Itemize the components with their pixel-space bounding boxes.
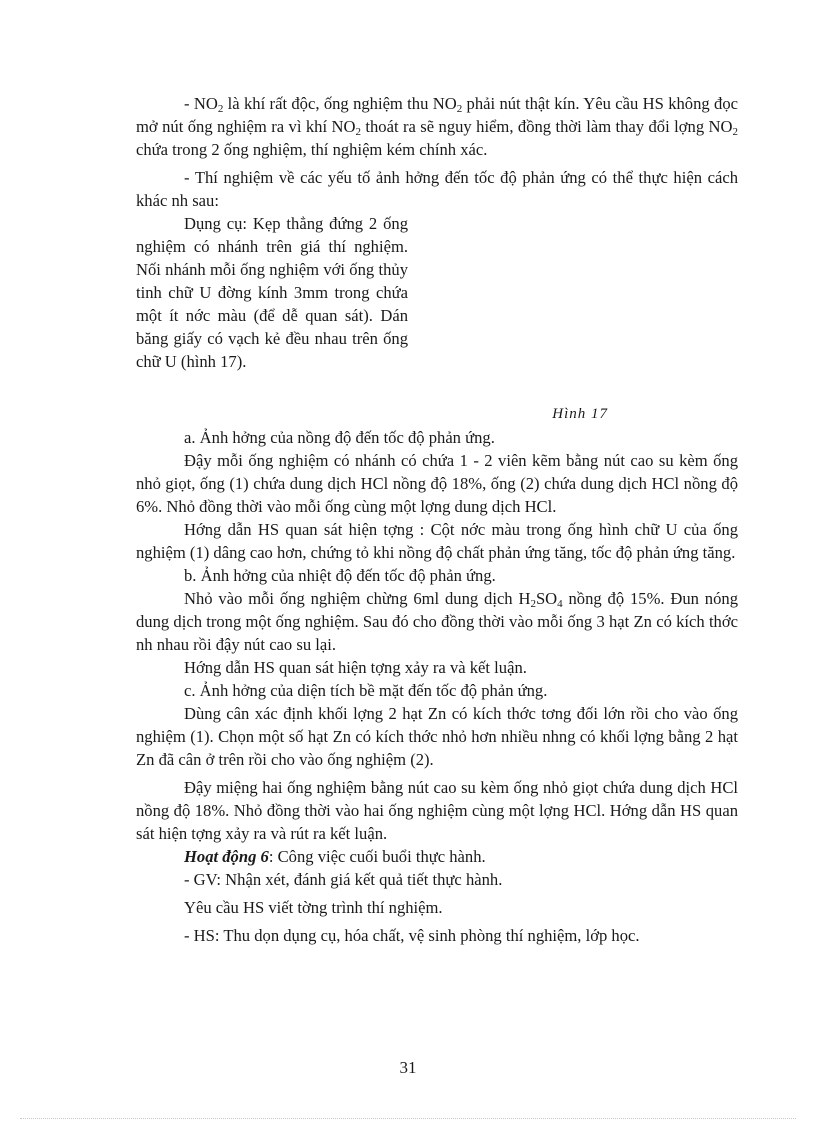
subscript: 2 xyxy=(217,103,224,115)
figure-area xyxy=(136,212,738,402)
subscript: 2 xyxy=(530,598,536,610)
text-run: là khí rất độc, ống nghiệm thu NO xyxy=(223,94,457,113)
text-run: - NO xyxy=(184,94,218,113)
heading-concentration: a. Ảnh hởng của nồng độ đến tốc độ phản ứng. xyxy=(184,428,495,447)
text-run: Nhỏ vào mỗi ống nghiệm chừng 6ml dung dịch H xyxy=(184,589,531,608)
paragraph-temperature-setup xyxy=(136,587,738,656)
paragraph-concentration-setup: Đậy mỗi ống nghiệm có nhánh có chứa 1 - 2 viên kẽm bằng nút cao su kèm ống nhỏ giọt, ống (1) chứa dung dịch HCl nồng độ 18%, ống (2) chứa dung dịch HCl nồng độ 6%. Nhỏ đồng thời vào mỗi ống cùng một lợng dung dịch HCl. xyxy=(136,451,738,516)
page-bottom-rule xyxy=(20,1118,796,1119)
subscript: 2 xyxy=(456,103,463,115)
paragraph-temperature-observation: Hớng dẫn HS quan sát hiện tợng xảy ra và kết luận. xyxy=(184,658,527,677)
subscript: 2 xyxy=(732,126,738,138)
text-run: nồng độ 15%. Đun nóng dung dịch trong một ống nghiệm. Sau đó cho đồng thời vào mỗi ống 3 hạt Zn có kích thớc nh nhau rồi đậy nút cao su lại. xyxy=(136,589,738,654)
text-run: SO xyxy=(535,589,558,608)
paragraph-teacher-task: - GV: Nhận xét, đánh giá kết quả tiết thực hành. xyxy=(184,870,503,889)
text-run: thoát ra sẽ nguy hiểm, đồng thời làm thay đổi lợng NO xyxy=(360,117,733,136)
paragraph-apparatus: Dụng cụ: Kẹp thẳng đứng 2 ống nghiệm có nhánh trên giá thí nghiệm. Nối nhánh mỗi ống nghiệm với ống thủy tinh chữ U đờng kính 3mm trong chứa một ít nớc màu (để dễ quan sát). Dán băng giấy có vạch kẻ đều nhau trên ống chữ U (hình 17). xyxy=(136,214,408,371)
activity-description: : Công việc cuối buổi thực hành. xyxy=(268,847,486,866)
activity-title: Hoạt động 6 xyxy=(184,847,269,866)
heading-surface-area: c. Ảnh hởng của diện tích bề mặt đến tốc độ phản ứng. xyxy=(184,681,548,700)
paragraph-no2-warning xyxy=(136,92,738,161)
heading-temperature: b. Ảnh hởng của nhiệt độ đến tốc độ phản ứng. xyxy=(184,566,496,585)
subscript: 4 xyxy=(557,598,563,610)
figure-caption: Hình 17 xyxy=(552,406,608,422)
paragraph-alternative-method: - Thí nghiệm về các yếu tố ảnh hởng đến tốc độ phản ứng có thể thực hiện cách khác nh sau: xyxy=(136,168,738,210)
paragraph-student-task: - HS: Thu dọn dụng cụ, hóa chất, vệ sinh phòng thí nghiệm, lớp học. xyxy=(184,926,640,945)
page-number: 31 xyxy=(399,1058,417,1077)
text-run: chứa trong 2 ống nghiệm, thí nghiệm kém chính xác. xyxy=(136,140,488,159)
paragraph-concentration-observation: Hớng dẫn HS quan sát hiện tợng : Cột nớc màu trong ống hình chữ U của ống nghiệm (1) dâng cao hơn, chứng tỏ khi nồng độ chất phản ứng tăng, tốc độ phản ứng tăng. xyxy=(136,520,738,562)
apparatus-description xyxy=(136,212,408,373)
text-run: phải nút thật kín. Yêu cầu HS không đọc mở nút ống nghiệm ra vì khí NO xyxy=(136,94,738,136)
paragraph-surface-area-setup: Dùng cân xác định khối lợng 2 hạt Zn có kích thớc tơng đối lớn rồi cho vào ống nghiệm (1). Chọn một số hạt Zn có kích thớc nhỏ hơn nhiều nhng có khối lợng bằng 2 hạt Zn đã cân ở trên rồi cho vào ống nghiệm (2). xyxy=(136,704,738,769)
paragraph-activity-6 xyxy=(136,845,738,868)
paragraph-surface-area-observation: Đậy miệng hai ống nghiệm bằng nút cao su kèm ống nhỏ giọt chứa dung dịch HCl nồng độ 18%. Nhỏ đồng thời vào hai ống nghiệm cùng một lợng HCl. Hớng dẫn HS quan sát hiện tợng xảy ra và rút ra kết luận. xyxy=(136,778,738,843)
paragraph-report-request: Yêu cầu HS viết tờng trình thí nghiệm. xyxy=(184,898,443,917)
subscript: 2 xyxy=(355,126,361,138)
document-page xyxy=(136,92,738,947)
